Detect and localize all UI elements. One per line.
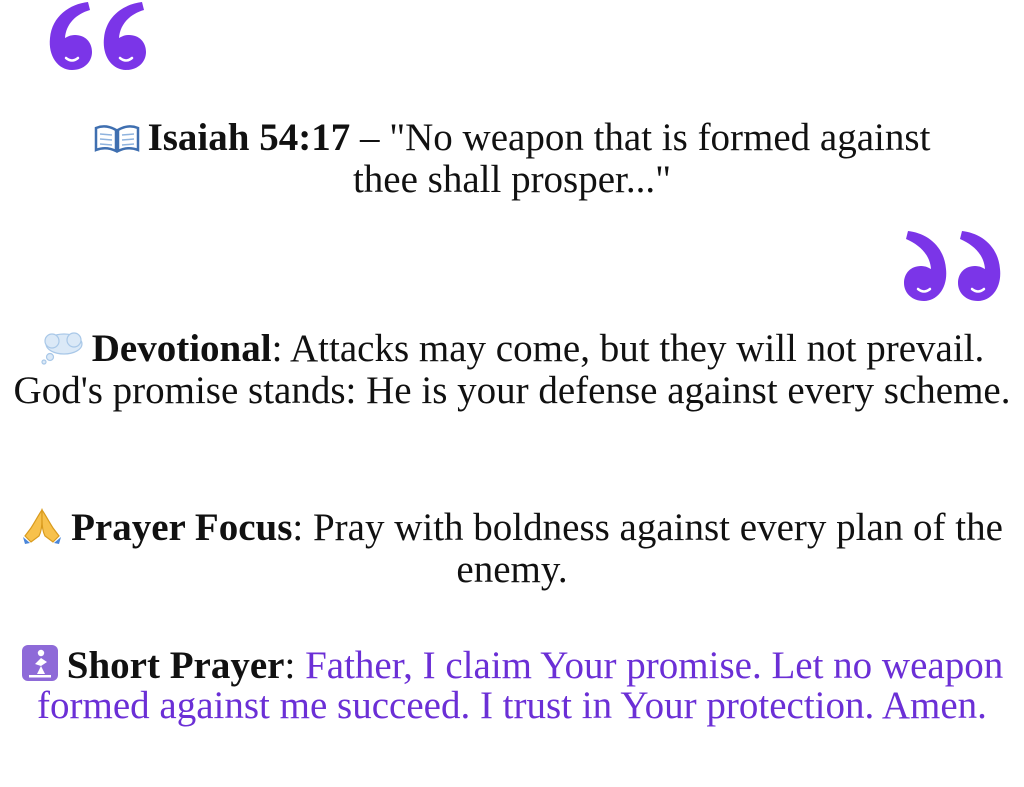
verse-reference: Isaiah 54:17 xyxy=(147,116,351,159)
short-prayer-text: Father, I claim Your promise. Let no weapon formed against me succeed. I trust in Your protection. Amen. xyxy=(37,644,1004,727)
devotional-label: Devotional xyxy=(91,327,272,370)
short-prayer-separator: : xyxy=(284,644,306,687)
prayer-focus-text: : Pray with boldness against every plan of the enemy. xyxy=(292,506,1003,591)
thought-bubble-icon xyxy=(40,331,84,365)
close-quote-icon xyxy=(902,225,1006,307)
open-quote-icon xyxy=(44,0,148,76)
place-of-worship-icon xyxy=(21,644,59,682)
devotional-paragraph xyxy=(0,328,1024,412)
prayer-focus-label: Prayer Focus xyxy=(71,506,293,549)
devotional-text: : Attacks may come, but they will not prevail. God's promise stands: He is your defense against every scheme. xyxy=(13,327,1011,412)
prayer-focus-paragraph xyxy=(0,506,1024,591)
open-book-icon xyxy=(94,124,140,154)
verse-paragraph xyxy=(0,117,1024,201)
short-prayer-label: Short Prayer xyxy=(66,644,285,687)
verse-text: – "No weapon that is formed against thee shall prosper..." xyxy=(350,116,931,201)
short-prayer-paragraph xyxy=(0,644,1024,726)
praying-hands-icon xyxy=(21,506,63,544)
